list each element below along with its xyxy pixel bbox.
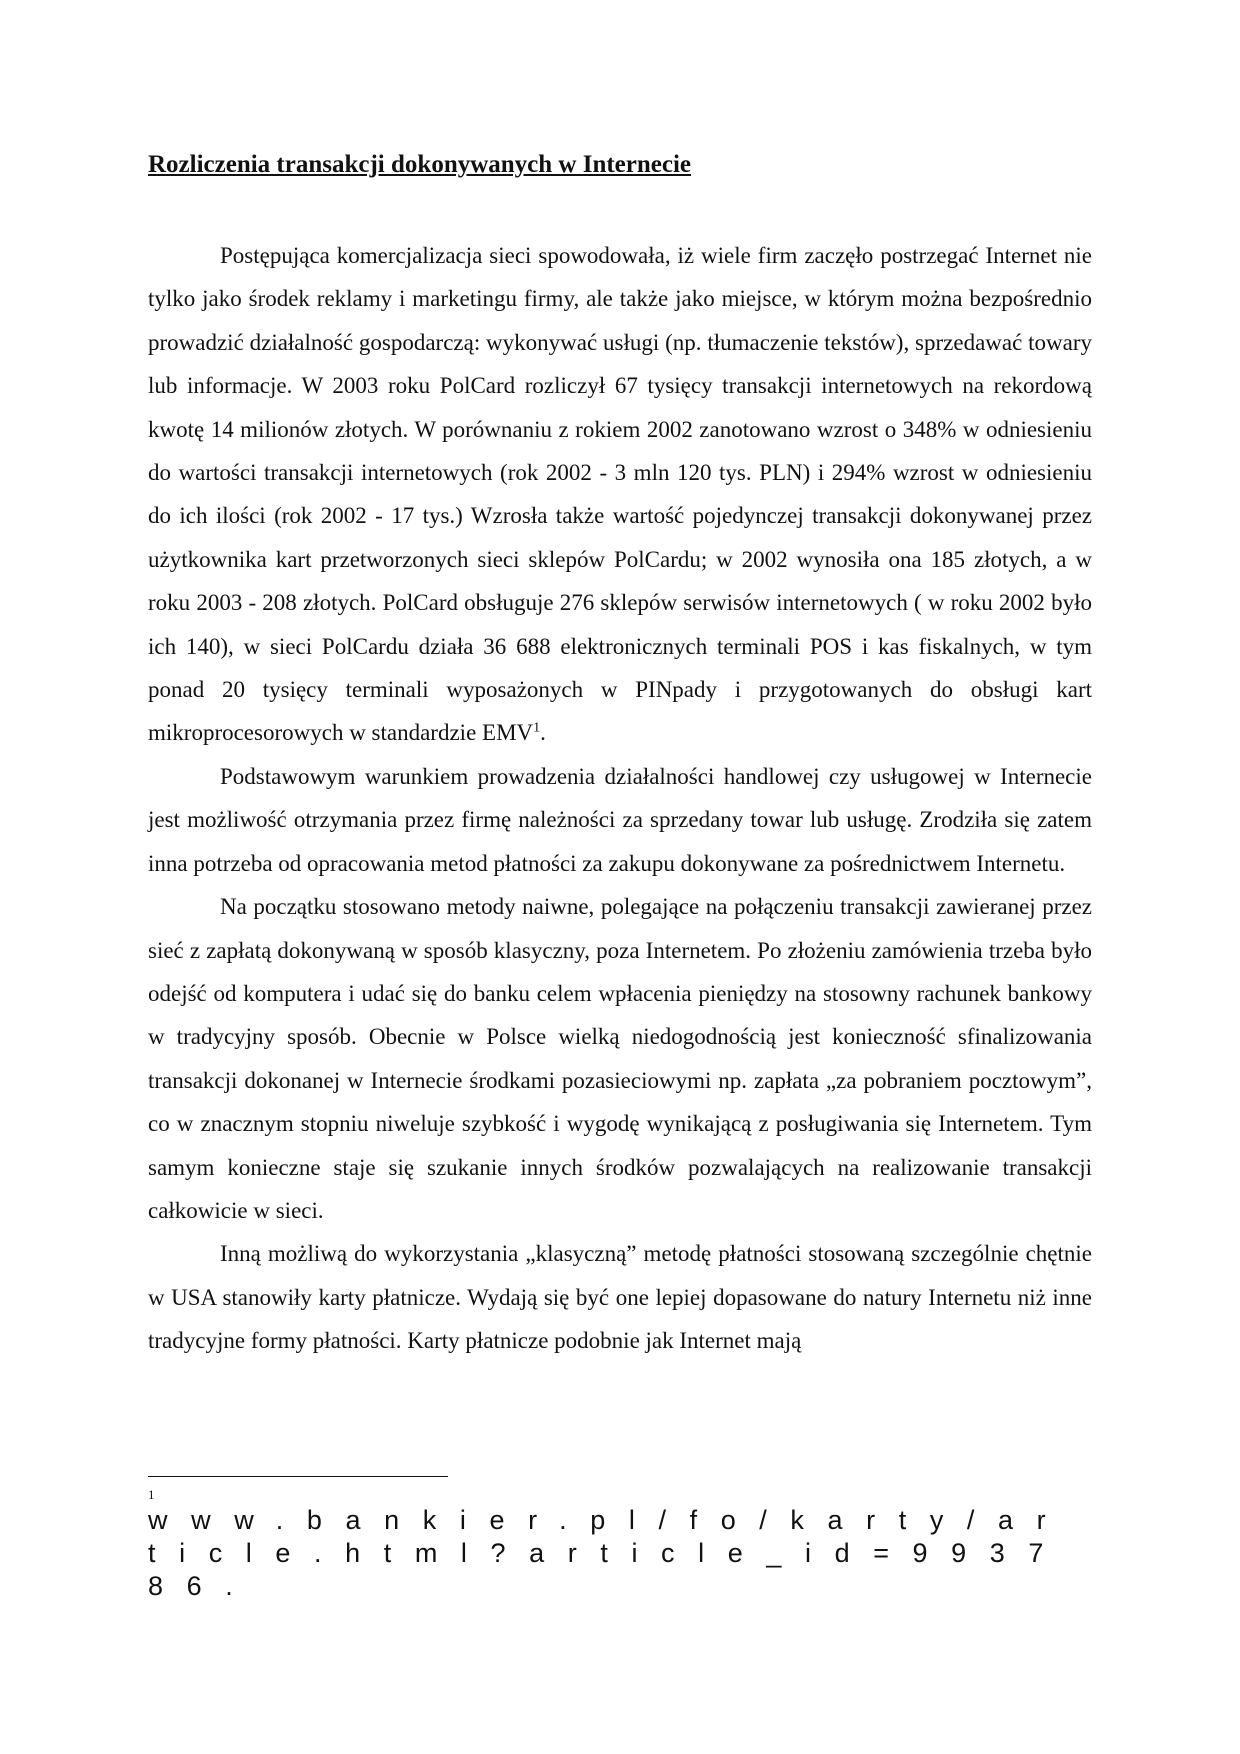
document-title: Rozliczenia transakcji dokonywanych w Internecie xyxy=(148,151,692,178)
footnote-number: 1 xyxy=(148,1487,155,1502)
footnote-reference[interactable]: 1 xyxy=(533,720,541,736)
paragraph-2: Podstawowym warunkiem prowadzenia działalności handlowej czy usługowej w Internecie jest możliwość otrzymania przez firmę należności za sprzedany towar lub usługę. Zrodziła się zatem inna potrzeba od opracowania metod płatności za zakupu dokonywane za pośrednictwem Internetu. xyxy=(148,763,1092,876)
footnote-link[interactable]: www.bankier.pl/fo/karty/article.html?article_id=993786. xyxy=(148,1505,1070,1601)
paragraph-1 xyxy=(148,234,1092,755)
paragraph-1-text: Postępująca komercjalizacja sieci spowodowała, iż wiele firm zaczęło postrzegać Internet nie tylko jako środek reklamy i marketingu firmy, ale także jako miejsce, w którym można bezpośrednio prowadzić działalność gospodarczą: wykonywać usługi (np. tłumaczenie tekstów), sprzedawać towary lub informacje. W 2003 roku PolCard rozliczył 67 tysięcy transakcji internetowych na rekordową kwotę 14 milionów złotych. W porównaniu z rokiem 2002 zanotowano wzrost o 348% w odniesieniu do wartości transakcji internetowych (rok 2002 - 3 mln 120 tys. PLN) i 294% wzrost w odniesieniu do ich ilości (rok 2002 - 17 tys.) Wzrosła także wartość pojedynczej transakcji dokonywanej przez użytkownika kart przetworzonych sieci sklepów PolCardu; w 2002 wynosiła ona 185 złotych, a w roku 2003 - 208 złotych. PolCard obsługuje 276 sklepów serwisów internetowych ( w roku 2002 było ich 140), w sieci PolCardu działa 36 688 elektronicznych terminali POS i kas fiskalnych, w tym ponad 20 tysięcy terminali wyposażonych w PINpady i przygotowanych do obsługi kart mikroprocesorowych w standardzie EMV xyxy=(148,243,1092,746)
footnote-separator xyxy=(148,1476,448,1477)
paragraph-1-end: . xyxy=(540,720,546,746)
document-body xyxy=(148,148,1092,1363)
footnote xyxy=(148,1486,1092,1603)
paragraph-4: Inną możliwą do wykorzystania „klasyczną” metodę płatności stosowaną szczególnie chętnie w USA stanowiły karty płatnicze. Wydają się być one lepiej dopasowane do natury Internetu niż inne tradycyjne formy płatności. Karty płatnicze podobnie jak Internet mają xyxy=(148,1241,1092,1354)
paragraph-3: Na początku stosowano metody naiwne, polegające na połączeniu transakcji zawieranej przez sieć z zapłatą dokonywaną w sposób klasyczny, poza Internetem. Po złożeniu zamówienia trzeba było odejść od komputera i udać się do banku celem wpłacenia pieniędzy na stosowny rachunek bankowy w tradycyjny sposób. Obecnie w Polsce wielką niedogodnością jest konieczność sfinalizowania transakcji dokonanej w Internecie środkami pozasieciowymi np. zapłata „za pobraniem pocztowym”, co w znacznym stopniu niweluje szybkość i wygodę wynikającą z posługiwania się Internetem. Tym samym konieczne staje się szukanie innych środków pozwalających na realizowanie transakcji całkowicie w sieci. xyxy=(148,894,1092,1223)
